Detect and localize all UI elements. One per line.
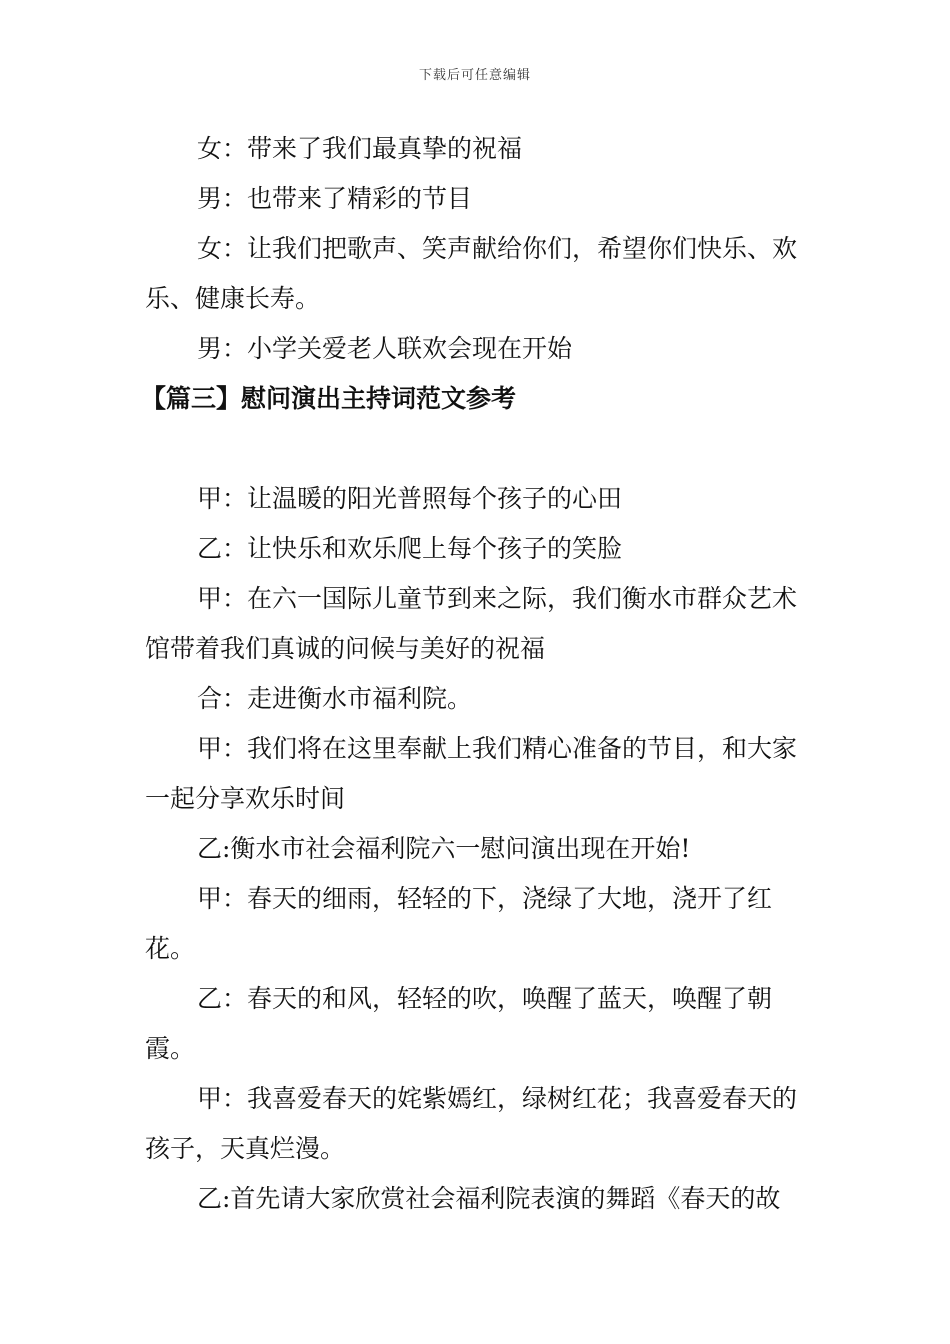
paragraph: 乙:首先请大家欣赏社会福利院表演的舞蹈《春天的故	[197, 1184, 781, 1213]
paragraph: 甲：我们将在这里奉献上我们精心准备的节目，和大家一起分享欢乐时间	[145, 734, 798, 813]
paragraph: 男：也带来了精彩的节目	[197, 184, 473, 213]
document-body	[141, 124, 810, 1224]
page-header: 下载后可任意编辑	[418, 68, 531, 83]
paragraph: 男：小学关爱老人联欢会现在开始	[197, 334, 573, 363]
paragraph: 甲：我喜爱春天的姹紫嫣红，绿树红花；我喜爱春天的孩子，天真烂漫。	[145, 1084, 798, 1163]
paragraph: 女：带来了我们最真挚的祝福	[197, 134, 523, 163]
section-heading: 【篇三】慰问演出主持词范文参考	[141, 384, 517, 413]
paragraph: 乙:衡水市社会福利院六一慰问演出现在开始!	[197, 834, 691, 863]
paragraph: 乙：让快乐和欢乐爬上每个孩子的笑脸	[197, 534, 623, 563]
paragraph: 女：让我们把歌声、笑声献给你们，希望你们快乐、欢乐、健康长寿。	[145, 234, 798, 313]
paragraph: 甲：春天的细雨，轻轻的下，浇绿了大地，浇开了红花。	[145, 884, 773, 963]
paragraph: 甲：让温暖的阳光普照每个孩子的心田	[197, 484, 623, 513]
paragraph: 甲：在六一国际儿童节到来之际，我们衡水市群众艺术馆带着我们真诚的问候与美好的祝福	[145, 584, 798, 663]
paragraph: 合：走进衡水市福利院。	[197, 684, 473, 713]
paragraph: 乙：春天的和风，轻轻的吹，唤醒了蓝天，唤醒了朝霞。	[145, 984, 773, 1063]
